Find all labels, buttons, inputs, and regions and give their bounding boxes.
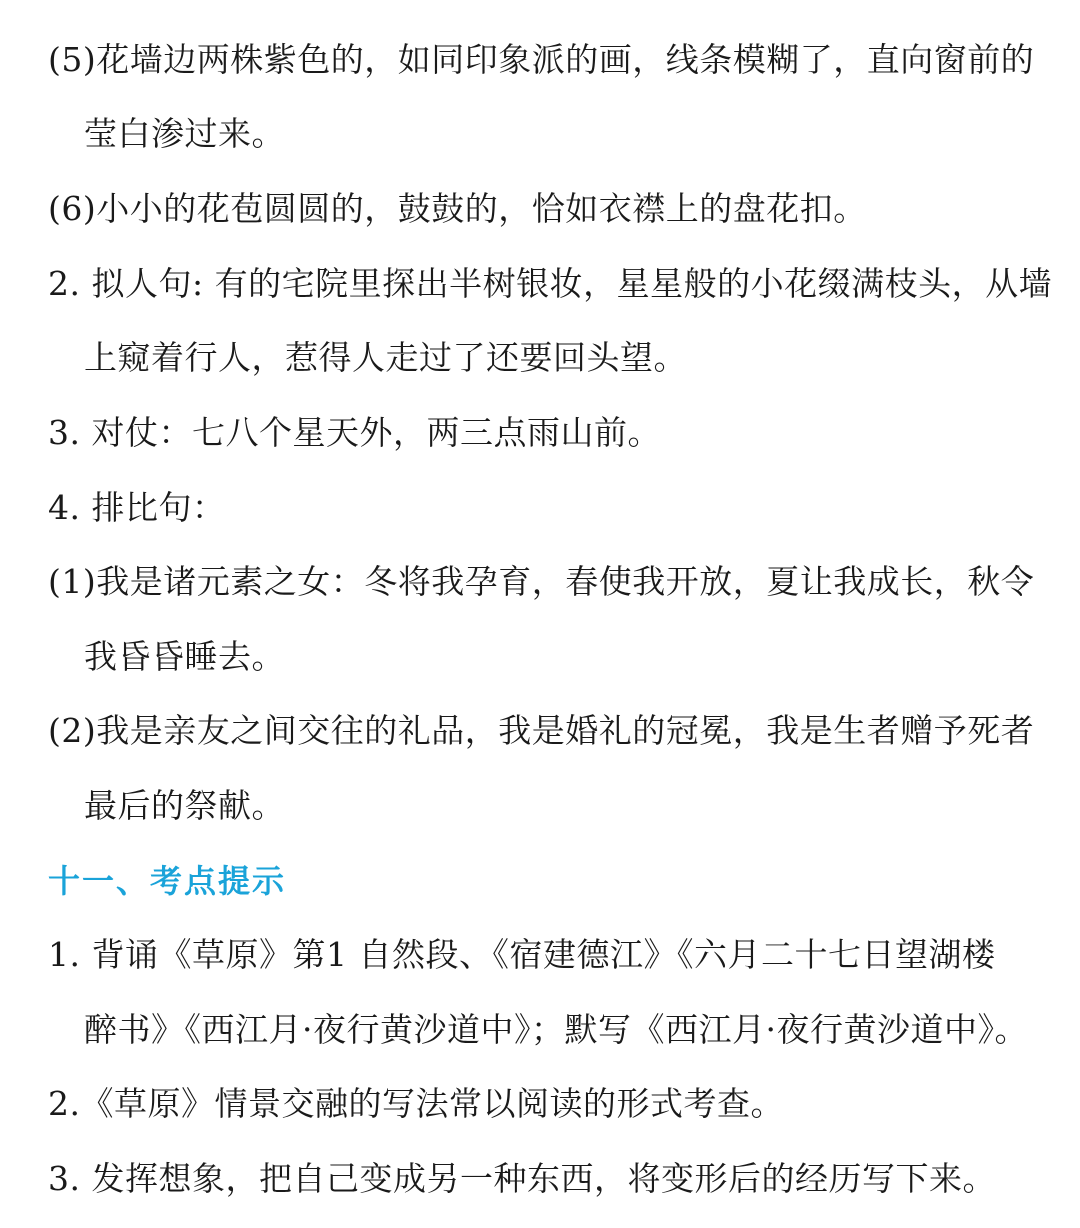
exam-point-1-line-1: 1. 背诵《草原》第1 自然段、《宿建德江》《六月二十七日望湖楼 — [48, 935, 996, 974]
parallelism-heading: 4. 排比句： — [48, 488, 226, 527]
item-6-line: (6)小小的花苞圆圆的，鼓鼓的，恰如衣襟上的盘花扣。 — [48, 189, 867, 228]
item-5-line-2: 莹白渗过来。 — [84, 114, 285, 153]
parallel-item-2-line-1: (2)我是亲友之间交往的礼品，我是婚礼的冠冕，我是生者赠予死者 — [48, 711, 1035, 750]
exam-point-2-line: 2.《草原》情景交融的写法常以阅读的形式考查。 — [48, 1084, 784, 1123]
personification-line-2: 上窥着行人，惹得人走过了还要回头望。 — [84, 338, 687, 377]
antithesis-line: 3. 对仗：七八个星天外，两三点雨山前。 — [48, 413, 661, 452]
parallel-item-2-line-2: 最后的祭献。 — [84, 786, 285, 825]
exam-point-3-line: 3. 发挥想象，把自己变成另一种东西，将变形后的经历写下来。 — [48, 1159, 996, 1198]
parallel-item-1-line-1: (1)我是诸元素之女：冬将我孕育，春使我开放，夏让我成长，秋令 — [48, 562, 1035, 601]
parallel-item-1-line-2: 我昏昏睡去。 — [84, 637, 285, 676]
item-5-line-1: (5)花墙边两株紫色的，如同印象派的画，线条模糊了，直向窗前的 — [48, 40, 1035, 79]
personification-line-1: 2. 拟人句: 有的宅院里探出半树银妆，星星般的小花缀满枝头，从墙 — [48, 264, 1053, 303]
section-heading: 十一、考点提示 — [48, 862, 287, 900]
exam-point-1-line-2: 醉书》《西江月·夜行黄沙道中》；默写《西江月·夜行黄沙道中》。 — [84, 1010, 1028, 1049]
